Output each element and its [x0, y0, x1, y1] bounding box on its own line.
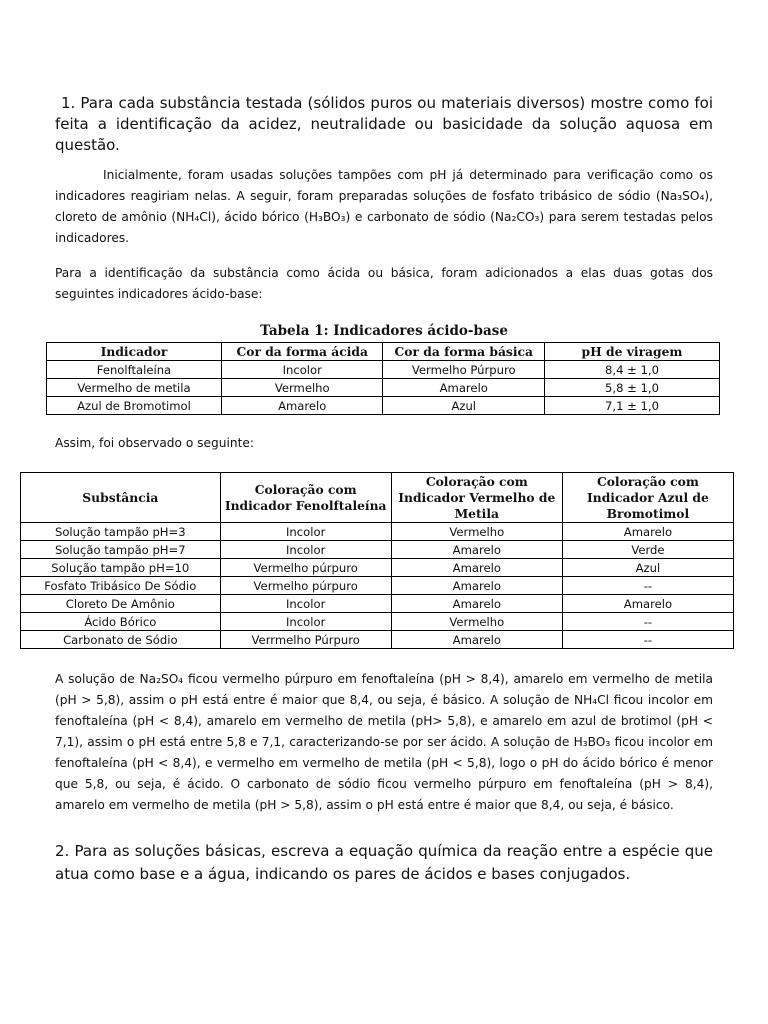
table-cell: Solução tampão pH=7 — [21, 541, 221, 559]
results-table — [20, 472, 734, 649]
question-2: 2. Para as soluções básicas, escreva a equação química da reação entre a espécie que atua como base e a água, indicando os pares de ácidos e bases conjugados. — [55, 842, 713, 883]
table-cell: Incolor — [220, 523, 391, 541]
table-cell: -- — [562, 577, 733, 595]
table-cell: Vermelho púrpuro — [220, 577, 391, 595]
table-row — [47, 397, 720, 415]
table-row — [47, 379, 720, 397]
indicators-table — [46, 342, 720, 415]
table-row — [21, 595, 734, 613]
table-cell: Amarelo — [391, 577, 562, 595]
table-row — [21, 523, 734, 541]
table-cell: Amarelo — [391, 541, 562, 559]
table-row — [47, 361, 720, 379]
table-cell: Amarelo — [391, 631, 562, 649]
table-cell: Verrmelho Púrpuro — [220, 631, 391, 649]
table-cell: Incolor — [221, 361, 383, 379]
table-cell: Fenolftaleína — [47, 361, 222, 379]
table-cell: 8,4 ± 1,0 — [545, 361, 720, 379]
table-cell: Carbonato de Sódio — [21, 631, 221, 649]
table-header-cell: Coloração com Indicador Fenolftaleína — [220, 473, 391, 523]
table1-caption: Tabela 1: Indicadores ácido-base — [260, 323, 508, 339]
table-cell: Azul — [383, 397, 545, 415]
table-cell: -- — [562, 613, 733, 631]
question-1: 1. Para cada substância testada (sólidos puros ou materiais diversos) mostre como foi feita a identificação da acidez, neutralidade ou basicidade da solução aquosa em questão. — [55, 94, 713, 154]
table-row — [21, 559, 734, 577]
table-cell: Vermelho — [391, 523, 562, 541]
table-cell: Azul — [562, 559, 733, 577]
table-cell: -- — [562, 631, 733, 649]
table-cell: Vermelho — [221, 379, 383, 397]
table-cell: Vermelho Púrpuro — [383, 361, 545, 379]
table-cell: Verde — [562, 541, 733, 559]
table-cell: Incolor — [220, 613, 391, 631]
table-header-cell: pH de viragem — [545, 343, 720, 361]
table-header-cell: Cor da forma básica — [383, 343, 545, 361]
table-cell: Vermelho púrpuro — [220, 559, 391, 577]
indicator-paragraph: Para a identificação da substância como ácida ou básica, foram adicionados a elas duas gotas dos seguintes indicadores ácido-base: — [55, 266, 713, 301]
table-header-cell: Coloração com Indicador Azul de Bromotimol — [562, 473, 733, 523]
table-cell: Amarelo — [391, 559, 562, 577]
table-header-row — [47, 343, 720, 361]
table-cell: Solução tampão pH=3 — [21, 523, 221, 541]
table-cell: Fosfato Tribásico De Sódio — [21, 577, 221, 595]
table-cell: Incolor — [220, 595, 391, 613]
table-cell: Vermelho de metila — [47, 379, 222, 397]
table-row — [21, 541, 734, 559]
table-header-row — [21, 473, 734, 523]
table-header-cell: Coloração com Indicador Vermelho de Metila — [391, 473, 562, 523]
table-cell: 7,1 ± 1,0 — [545, 397, 720, 415]
table-cell: Cloreto De Amônio — [21, 595, 221, 613]
table-row — [21, 631, 734, 649]
table-cell: Solução tampão pH=10 — [21, 559, 221, 577]
table-cell: Amarelo — [383, 379, 545, 397]
intro-paragraph: Inicialmente, foram usadas soluções tampões com pH já determinado para verificação como os indicadores reagiriam nelas. A seguir, foram preparadas soluções de fosfato tribásico de sódio (Na₃SO₄), cloreto de amônio (NH₄Cl), ácido bórico (H₃BO₃) e carbonato de sódio (Na₂CO₃) para serem testadas pelos indicadores. — [55, 168, 713, 245]
observed-text: Assim, foi observado o seguinte: — [55, 436, 254, 450]
table-cell: Ácido Bórico — [21, 613, 221, 631]
table-header-cell: Cor da forma ácida — [221, 343, 383, 361]
table-cell: Amarelo — [221, 397, 383, 415]
table-cell: Incolor — [220, 541, 391, 559]
analysis-paragraph: A solução de Na₂SO₄ ficou vermelho púrpuro em fenoftaleína (pH > 8,4), amarelo em vermelho de metila (pH > 5,8), assim o pH está entre é maior que 8,4, ou seja, é básico. A solução de NH₄Cl ficou incolor em fenoftaleína (pH < 8,4), amarelo em vermelho de metila (pH> 5,8), e amarelo em azul de brotimol (pH < 7,1), assim o pH está entre 5,8 e 7,1, caracterizando-se por ser ácido. A solução de H₃BO₃ ficou incolor em fenoftaleína (pH < 8,4), e vermelho em vermelho de metila (pH < 5,8), logo o pH do ácido bórico é menor que 5,8, ou seja, é ácido. O carbonato de sódio ficou vermelho púrpuro em fenoftaleína (pH > 8,4), amarelo em vermelho de metila (pH > 5,8), assim o pH está entre é maior que 8,4, ou seja, é básico. — [55, 672, 713, 812]
table-cell: Amarelo — [391, 595, 562, 613]
table-header-cell: Substância — [21, 473, 221, 523]
table-cell: Azul de Bromotimol — [47, 397, 222, 415]
table-cell: 5,8 ± 1,0 — [545, 379, 720, 397]
table-header-cell: Indicador — [47, 343, 222, 361]
table-cell: Amarelo — [562, 595, 733, 613]
table-row — [21, 613, 734, 631]
table-row — [21, 577, 734, 595]
table-cell: Vermelho — [391, 613, 562, 631]
table-cell: Amarelo — [562, 523, 733, 541]
